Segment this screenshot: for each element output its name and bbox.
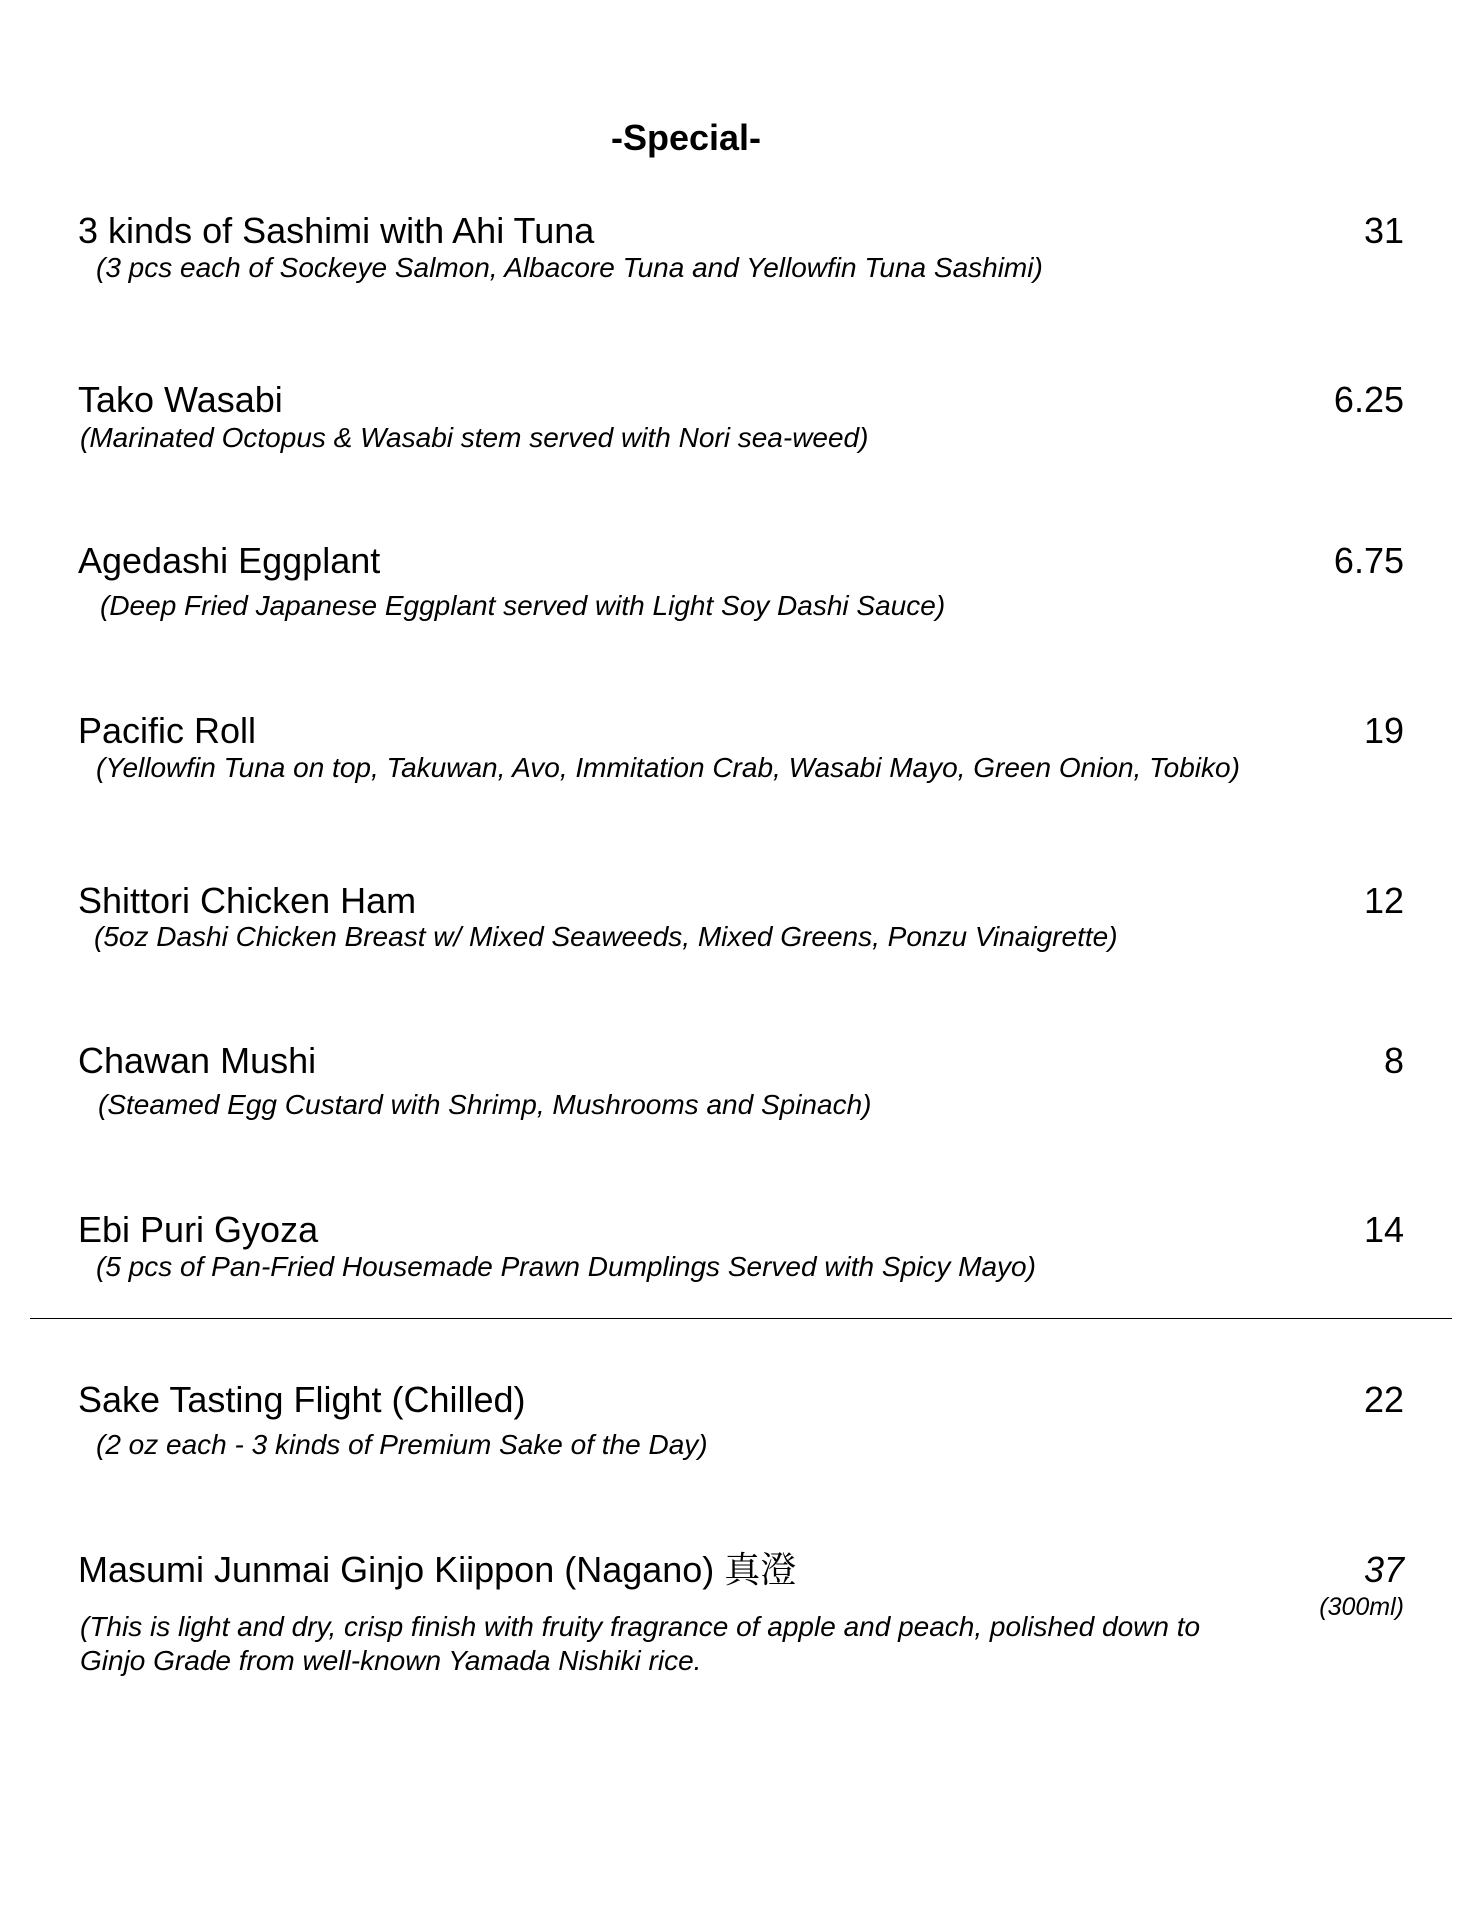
item-description-chawan-mushi: (Steamed Egg Custard with Shrimp, Mushrooms and Spinach) <box>98 1089 872 1120</box>
item-name-ebi-puri-gyoza: Ebi Puri Gyoza <box>78 1209 319 1250</box>
drink-description-sake-flight: (2 oz each - 3 kinds of Premium Sake of the Day) <box>96 1429 708 1460</box>
item-description-agedashi-eggplant: (Deep Fried Japanese Eggplant served with Light Soy Dashi Sauce) <box>100 590 946 621</box>
item-name-chicken-ham: Shittori Chicken Ham <box>78 880 417 921</box>
item-name-agedashi-eggplant: Agedashi Eggplant <box>78 540 381 581</box>
drink-name-masumi: Masumi Junmai Ginjo Kiippon (Nagano) 真澄 <box>78 1549 797 1590</box>
item-name-chawan-mushi: Chawan Mushi <box>78 1040 317 1081</box>
menu-title: -Special- <box>610 117 762 158</box>
item-price-agedashi-eggplant: 6.75 <box>1333 540 1404 581</box>
item-price-tako-wasabi: 6.25 <box>1333 379 1404 420</box>
item-description-sashimi: (3 pcs each of Sockeye Salmon, Albacore Tuna and Yellowfin Tuna Sashimi) <box>96 252 1043 283</box>
item-name-sashimi: 3 kinds of Sashimi with Ahi Tuna <box>78 210 595 251</box>
item-name-tako-wasabi: Tako Wasabi <box>78 379 283 420</box>
section-divider <box>30 1318 1452 1319</box>
item-price-chawan-mushi: 8 <box>1383 1040 1404 1081</box>
drink-price-sake-flight: 22 <box>1363 1379 1404 1420</box>
drink-name-sake-flight: Sake Tasting Flight (Chilled) <box>78 1379 526 1420</box>
item-price-ebi-puri-gyoza: 14 <box>1363 1209 1404 1250</box>
item-name-pacific-roll: Pacific Roll <box>78 710 257 751</box>
item-price-sashimi: 31 <box>1363 210 1404 251</box>
item-description-chicken-ham: (5oz Dashi Chicken Breast w/ Mixed Seaweeds, Mixed Greens, Ponzu Vinaigrette) <box>94 921 1118 952</box>
item-price-pacific-roll: 19 <box>1363 710 1404 751</box>
drink-volume-masumi: (300ml) <box>1319 1593 1404 1621</box>
item-description-tako-wasabi: (Marinated Octopus & Wasabi stem served with Nori sea-weed) <box>80 422 869 453</box>
drink-description-masumi: (This is light and dry, crisp finish with fruity fragrance of apple and peach, polished down to Ginjo Grade from well-known Yamada Nishiki rice. <box>80 1611 1201 1676</box>
item-description-pacific-roll: (Yellowfin Tuna on top, Takuwan, Avo, Immitation Crab, Wasabi Mayo, Green Onion, Tobiko) <box>96 752 1240 783</box>
item-price-chicken-ham: 12 <box>1363 880 1404 921</box>
item-description-ebi-puri-gyoza: (5 pcs of Pan-Fried Housemade Prawn Dumplings Served with Spicy Mayo) <box>96 1251 1036 1282</box>
drink-price-masumi: 37 <box>1363 1549 1404 1590</box>
